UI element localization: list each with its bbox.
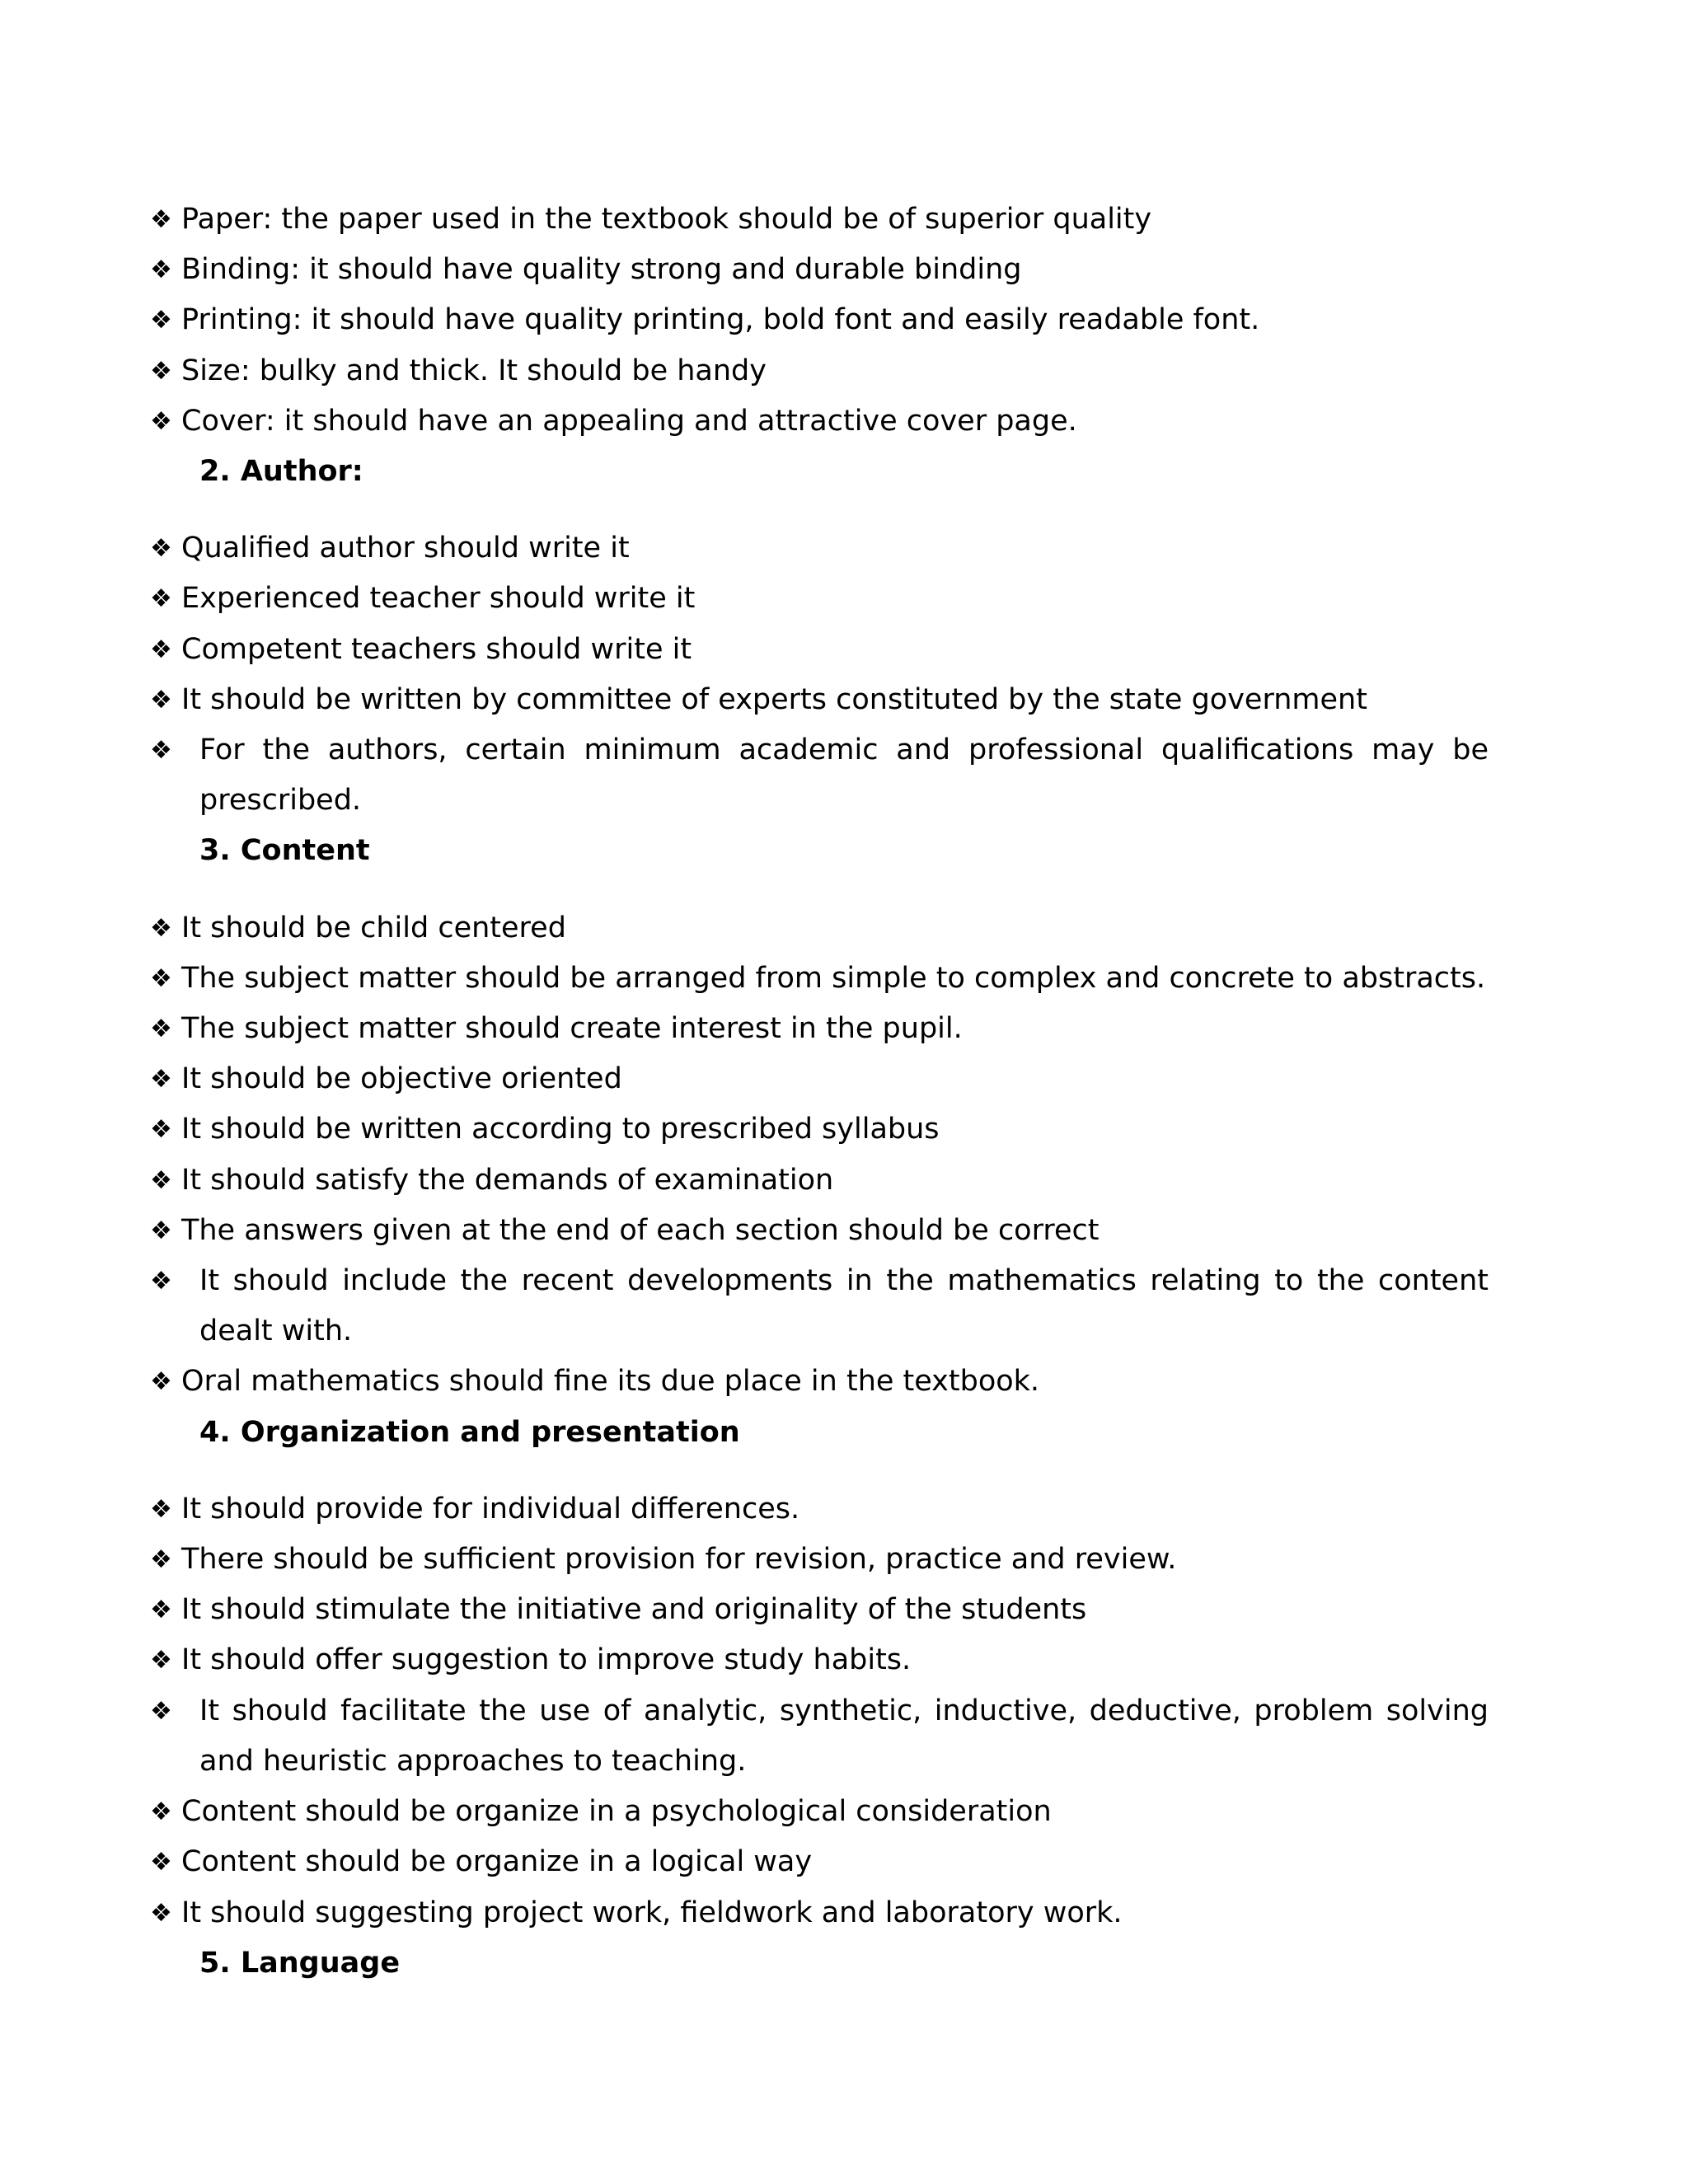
- bullet-icon: ❖: [150, 635, 172, 664]
- list-item: ❖ It should include the recent developments in the mathematics relating to the content dealt with.: [150, 1256, 1489, 1357]
- section-language: [150, 1938, 1489, 1989]
- bullet-icon: ❖: [150, 1065, 172, 1094]
- list-item: ❖ The subject matter should create interest in the pupil.: [150, 1004, 1489, 1054]
- bullet-icon: ❖: [150, 205, 172, 234]
- bullet-icon: ❖: [150, 1216, 172, 1245]
- list-item: ❖ Printing: it should have quality printing, bold font and easily readable font.: [150, 295, 1489, 345]
- list-item: ❖ The subject matter should be arranged from simple to complex and concrete to abstracts.: [150, 954, 1489, 1004]
- section-heading: 2. Author:: [199, 455, 363, 489]
- bullet-icon: ❖: [150, 1545, 172, 1575]
- bullet-icon: ❖: [150, 406, 172, 436]
- list-item: ❖ It should provide for individual differences.: [150, 1484, 1489, 1535]
- bullet-icon: ❖: [150, 1646, 172, 1675]
- bullet-icon: ❖: [150, 736, 172, 766]
- list-item: ❖ It should be written by committee of experts constituted by the state government: [150, 675, 1489, 725]
- section-physical-aspects: [150, 194, 1489, 447]
- section-heading: 3. Content: [199, 834, 370, 868]
- section-heading: 5. Language: [199, 1946, 401, 1980]
- list-item: ❖ It should be objective oriented: [150, 1054, 1489, 1104]
- list-item: ❖ There should be sufficient provision for revision, practice and review.: [150, 1535, 1489, 1585]
- section-content: [150, 826, 1489, 1407]
- list-item: ❖ Content should be organize in a logical way: [150, 1837, 1489, 1887]
- bullet-icon: ❖: [150, 913, 172, 943]
- list-item: ❖ It should be written according to prescribed syllabus: [150, 1104, 1489, 1155]
- list-item: ❖ Content should be organize in a psychological consideration: [150, 1787, 1489, 1837]
- bullet-icon: ❖: [150, 1898, 172, 1928]
- bullet-icon: ❖: [150, 356, 172, 386]
- document-body: [150, 194, 1489, 1989]
- list-item: ❖ Competent teachers should write it: [150, 625, 1489, 675]
- bullet-icon: ❖: [150, 534, 172, 564]
- list-item: ❖ It should facilitate the use of analytic, synthetic, inductive, deductive, problem solving and heuristic approaches to teaching.: [150, 1686, 1489, 1787]
- section-author: [150, 447, 1489, 826]
- list-item: ❖ It should suggesting project work, fieldwork and laboratory work.: [150, 1888, 1489, 1938]
- list-item: ❖ Experienced teacher should write it: [150, 574, 1489, 624]
- list-item: ❖ It should stimulate the initiative and originality of the students: [150, 1585, 1489, 1635]
- list-item: ❖ Size: bulky and thick. It should be handy: [150, 346, 1489, 396]
- section-heading: 4. Organization and presentation: [199, 1415, 740, 1449]
- list-item: ❖ It should satisfy the demands of examination: [150, 1155, 1489, 1206]
- bullet-icon: ❖: [150, 1696, 172, 1726]
- bullet-icon: ❖: [150, 963, 172, 993]
- bullet-icon: ❖: [150, 306, 172, 335]
- bullet-icon: ❖: [150, 1115, 172, 1145]
- bullet-icon: ❖: [150, 1367, 172, 1397]
- bullet-icon: ❖: [150, 1848, 172, 1877]
- list-item: ❖ Qualified author should write it: [150, 523, 1489, 574]
- bullet-icon: ❖: [150, 1596, 172, 1625]
- bullet-icon: ❖: [150, 685, 172, 715]
- list-item: ❖ It should be child centered: [150, 903, 1489, 954]
- bullet-icon: ❖: [150, 1797, 172, 1827]
- section-organization: [150, 1408, 1489, 1938]
- bullet-icon: ❖: [150, 1015, 172, 1044]
- bullet-icon: ❖: [150, 1267, 172, 1296]
- list-item: ❖ Cover: it should have an appealing and attractive cover page.: [150, 396, 1489, 447]
- list-item: ❖ For the authors, certain minimum academic and professional qualifications may be prescribed.: [150, 725, 1489, 826]
- list-item: ❖ Binding: it should have quality strong and durable binding: [150, 245, 1489, 295]
- list-item: ❖ Oral mathematics should fine its due place in the textbook.: [150, 1357, 1489, 1407]
- list-item: ❖ The answers given at the end of each section should be correct: [150, 1206, 1489, 1256]
- bullet-icon: ❖: [150, 255, 172, 285]
- bullet-icon: ❖: [150, 584, 172, 614]
- list-item: ❖ Paper: the paper used in the textbook should be of superior quality: [150, 194, 1489, 245]
- bullet-icon: ❖: [150, 1165, 172, 1195]
- bullet-icon: ❖: [150, 1494, 172, 1524]
- list-item: ❖ It should offer suggestion to improve study habits.: [150, 1635, 1489, 1685]
